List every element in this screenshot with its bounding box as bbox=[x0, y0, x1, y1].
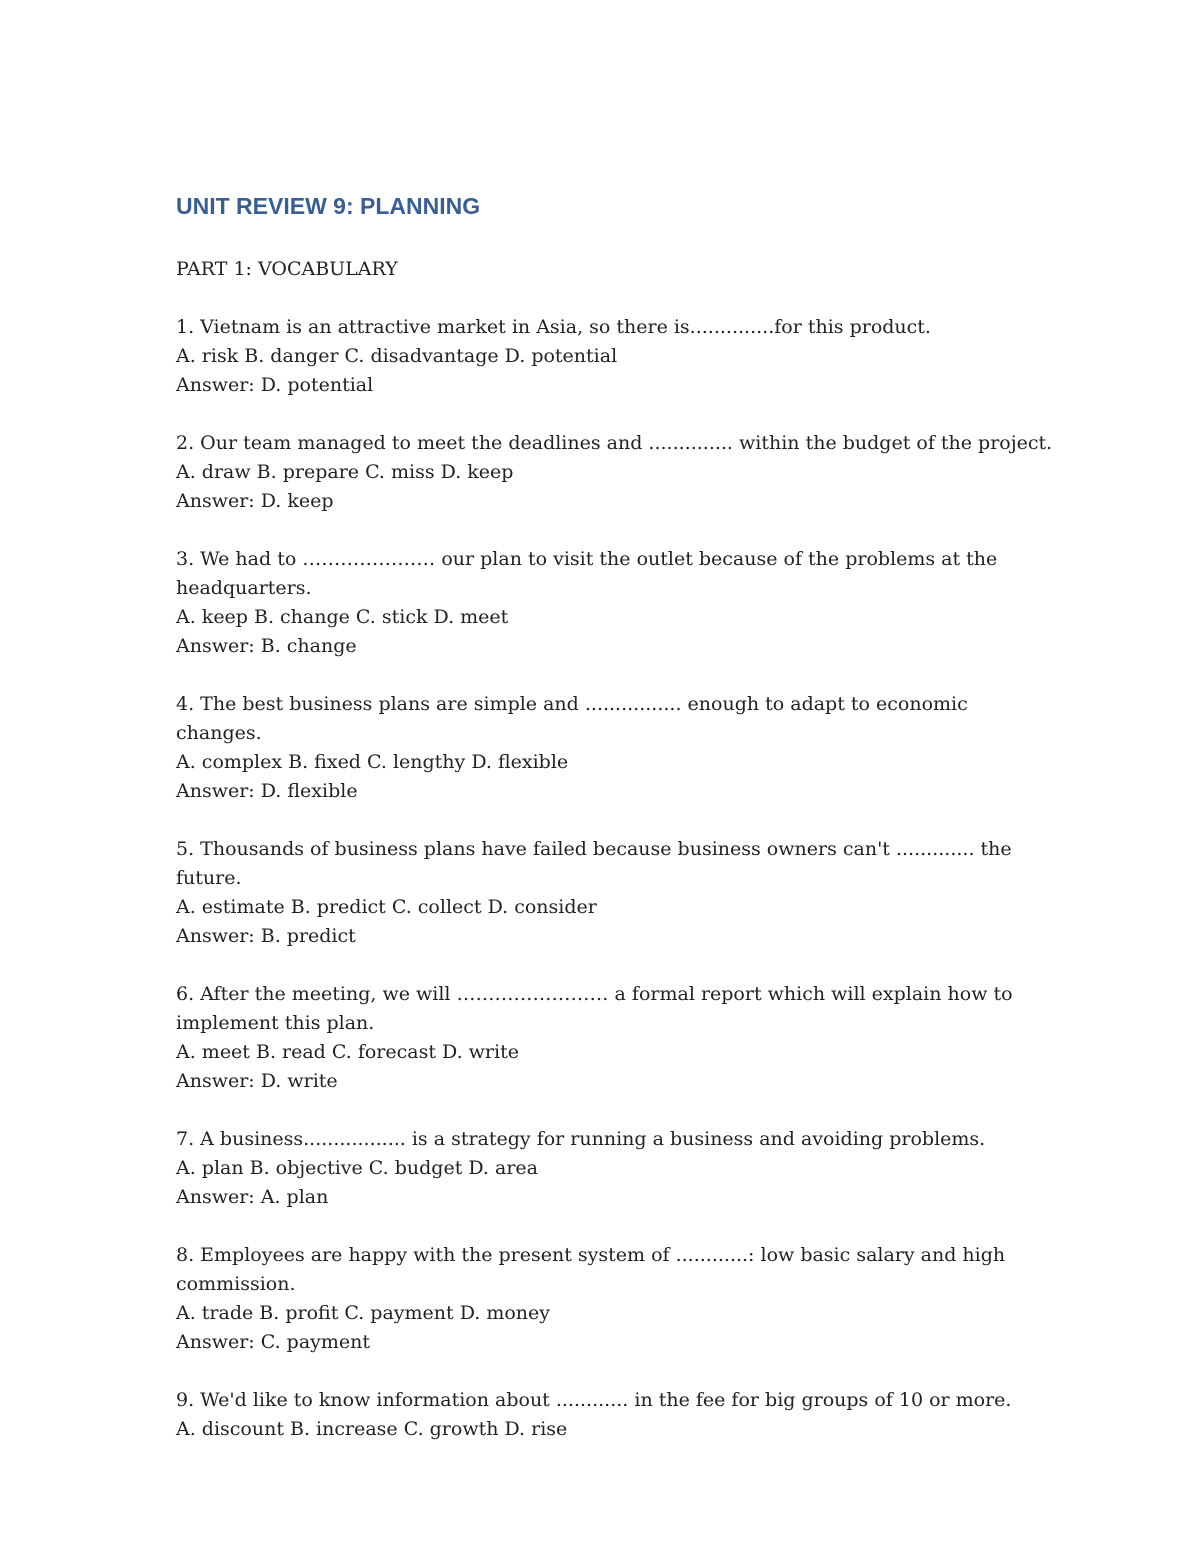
question-9 bbox=[176, 1386, 1056, 1444]
question-text: 1. Vietnam is an attractive market in Asia, so there is..............for this product. bbox=[176, 316, 931, 338]
question-answer: Answer: B. predict bbox=[176, 925, 356, 947]
question-text: 7. A business................. is a strategy for running a business and avoiding problems. bbox=[176, 1128, 986, 1150]
question-options: A. draw B. prepare C. miss D. keep bbox=[176, 461, 514, 483]
question-7 bbox=[176, 1125, 1056, 1212]
question-5 bbox=[176, 835, 1056, 951]
question-1 bbox=[176, 313, 1056, 400]
document-content bbox=[176, 190, 1056, 1473]
question-answer: Answer: D. write bbox=[176, 1070, 338, 1092]
question-options: A. keep B. change C. stick D. meet bbox=[176, 606, 509, 628]
question-text: 8. Employees are happy with the present system of ............: low basic salary and high commission. bbox=[176, 1244, 1006, 1295]
question-answer: Answer: D. potential bbox=[176, 374, 374, 396]
question-options: A. meet B. read C. forecast D. write bbox=[176, 1041, 519, 1063]
question-text: 9. We'd like to know information about ............ in the fee for big groups of 10 or more. bbox=[176, 1389, 1012, 1411]
question-6 bbox=[176, 980, 1056, 1096]
question-answer: Answer: B. change bbox=[176, 635, 357, 657]
question-options: A. risk B. danger C. disadvantage D. potential bbox=[176, 345, 618, 367]
question-options: A. trade B. profit C. payment D. money bbox=[176, 1302, 551, 1324]
part-heading: PART 1: VOCABULARY bbox=[176, 258, 398, 280]
question-text: 3. We had to ………………… our plan to visit the outlet because of the problems at the headquarters. bbox=[176, 548, 998, 599]
question-8 bbox=[176, 1241, 1056, 1357]
question-options: A. complex B. fixed C. lengthy D. flexible bbox=[176, 751, 569, 773]
question-4 bbox=[176, 690, 1056, 806]
question-answer: Answer: C. payment bbox=[176, 1331, 371, 1353]
question-3 bbox=[176, 545, 1056, 661]
question-options: A. discount B. increase C. growth D. rise bbox=[176, 1418, 568, 1440]
question-text: 4. The best business plans are simple and ................ enough to adapt to economic changes. bbox=[176, 693, 968, 744]
question-answer: Answer: D. flexible bbox=[176, 780, 358, 802]
question-text: 2. Our team managed to meet the deadlines and .............. within the budget of the project. bbox=[176, 432, 1053, 454]
question-2 bbox=[176, 429, 1056, 516]
question-text: 6. After the meeting, we will …………………… a formal report which will explain how to implement this plan. bbox=[176, 983, 1013, 1034]
question-text: 5. Thousands of business plans have failed because business owners can't ............. the future. bbox=[176, 838, 1012, 889]
unit-title: UNIT REVIEW 9: PLANNING bbox=[176, 193, 481, 219]
question-options: A. plan B. objective C. budget D. area bbox=[176, 1157, 538, 1179]
question-answer: Answer: D. keep bbox=[176, 490, 334, 512]
question-options: A. estimate B. predict C. collect D. consider bbox=[176, 896, 597, 918]
question-answer: Answer: A. plan bbox=[176, 1186, 329, 1208]
